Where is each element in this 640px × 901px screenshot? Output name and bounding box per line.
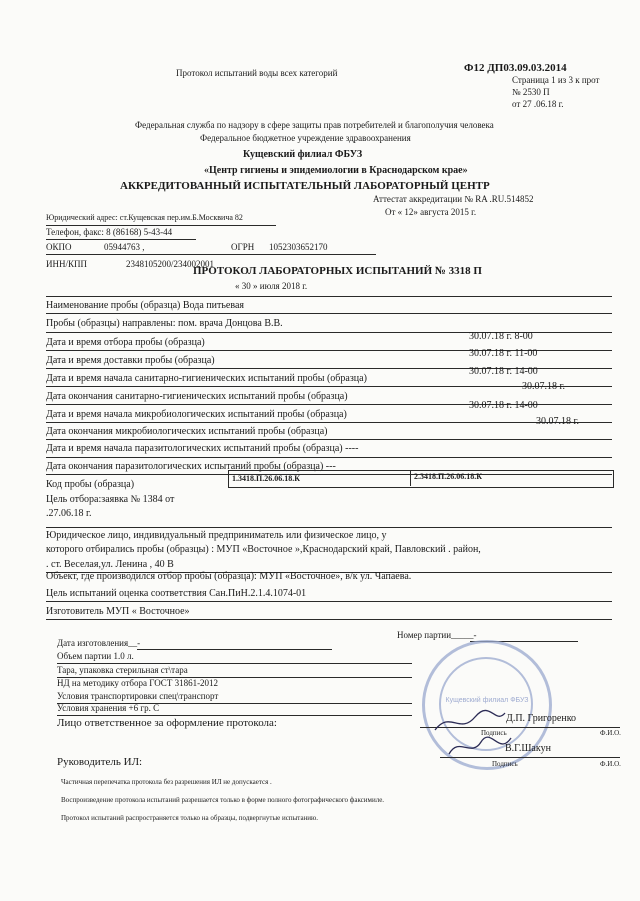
fio-label: Ф.И.О. (600, 760, 621, 768)
note-1: Частичная перепечатка протокола без разрешения ИЛ не допускается . (61, 778, 272, 786)
legal-address: Юридический адрес: ст.Кущевская пер.им.Б.Москвича 82 (46, 213, 243, 222)
form-code: Ф12 ДП03.09.03.2014 (464, 62, 567, 74)
org-branch: Кущевский филиал ФБУЗ (243, 149, 363, 160)
inn-label: ИНН/КПП (46, 259, 88, 269)
org-center: «Центр гигиены и эпидемиологии в Краснодарском крае» (204, 165, 468, 176)
responsible-label: Лицо ответственное за оформление протокола: (57, 717, 277, 729)
head-name: В.Г.Шакун (505, 743, 551, 754)
note-2: Воспроизведение протокола испытаний разрешается только в форме полного фотографического факсимиле. (61, 796, 385, 804)
field-value: 30.07.18 г. (536, 416, 579, 427)
legal-line-2: которого отбирались пробы (образцы) : МУП «Восточное »,Краснодарский край, Павловский . район, (46, 544, 481, 555)
protocol-number: № 2530 П (512, 87, 550, 97)
field-value: 30.07.18 г. 8-00 (469, 331, 533, 342)
field-label: Дата и время начала санитарно-гигиенических испытаний пробы (образца) (46, 373, 367, 384)
sample-purpose-date: .27.06.18 г. (46, 508, 92, 519)
head-label: Руководитель ИЛ: (57, 756, 143, 768)
note-3: Протокол испытаний распространяется только на образцы, подвергнутые испытанию. (61, 814, 319, 822)
transport-conditions: Условия транспортировки спец\транспорт (57, 691, 219, 701)
inn-value: 2348105200/234002001 (126, 259, 215, 269)
org-institution: Федеральное бюджетное учреждение здравоохранения (200, 133, 411, 143)
field-label: Дата и время начала микробиологических испытаний пробы (образца) (46, 409, 347, 420)
field-label: Дата и время доставки пробы (образца) (46, 355, 215, 366)
package: Тара, упаковка стерильная ст\тара (57, 665, 188, 675)
field-value: 30.07.18 г. 11-00 (469, 348, 538, 359)
field-label: Дата и время начала паразитологических испытаний пробы (образца) ---- (46, 443, 359, 454)
field-label: Пробы (образцы) направлены: пом. врача Донцова В.В. (46, 318, 283, 329)
sample-code-label: Код пробы (образца) (46, 479, 135, 490)
protocol-date: от 27 .06.18 г. (512, 99, 564, 109)
accreditation: Аттестат аккредитации № RA .RU.514852 (373, 194, 534, 204)
ogrn-label: ОГРН (231, 242, 255, 252)
sampling-method: НД на методику отбора ГОСТ 31861-2012 (57, 678, 219, 688)
protocol-type: Протокол испытаний воды всех категорий (176, 68, 338, 78)
test-purpose: Цель испытаний оценка соответствия Сан.ПиН.2.1.4.1074-01 (46, 588, 307, 599)
storage-conditions: Условия хранения +6 гр. С (57, 703, 160, 713)
manufacturer: Изготовитель МУП « Восточное» (46, 606, 190, 617)
field-value: 30.07.18 г. 14-00 (469, 366, 538, 377)
report-title: ПРОТОКОЛ ЛАБОРАТОРНЫХ ИСПЫТАНИЙ № 3318 П (193, 265, 482, 277)
signature-label: Подпись (492, 760, 518, 768)
batch-number: Номер партии_____- (397, 630, 477, 640)
batch-volume: Объем партии 1.0 л. (57, 651, 134, 661)
field-value: 30.07.18 г. (522, 381, 565, 392)
signature-label: Подпись (481, 729, 507, 737)
okpo-value: 05944763 , (104, 242, 145, 252)
field-label: Дата окончания паразитологических испытаний пробы (образца) --- (46, 461, 336, 472)
field-label: Наименование пробы (образца) Вода питьевая (46, 300, 244, 311)
org-lab: АККРЕДИТОВАННЫЙ ИСПЫТАТЕЛЬНЫЙ ЛАБОРАТОРНЫЙ ЦЕНТР (120, 180, 490, 192)
signature-scribble (430, 705, 510, 735)
sample-code-1: 1.3418.П.26.06.18.К (232, 474, 301, 483)
official-stamp: Кущевский филиал ФБУЗ (422, 640, 552, 770)
sample-purpose: Цель отбора:заявка № 1384 от (46, 494, 175, 505)
page-info: Страница 1 из 3 к прот (512, 75, 600, 85)
field-value: 30.07.18 г. 14-00 (469, 400, 538, 411)
accreditation-date: От « 12» августа 2015 г. (385, 207, 477, 217)
object-line: Объект, где производился отбор пробы (образца): МУП «Восточное», в/к ул. Чапаева. (46, 571, 412, 582)
okpo-label: ОКПО (46, 242, 72, 252)
org-service: Федеральная служба по надзору в сфере защиты прав потребителей и благополучия человека (135, 120, 494, 130)
sample-code-2: 2.3418.П.26.06.18.К (414, 472, 483, 481)
field-label: Дата и время отбора пробы (образца) (46, 337, 205, 348)
phone: Телефон, факс: 8 (86168) 5-43-44 (46, 227, 173, 237)
signature-scribble (445, 729, 515, 762)
responsible-name: Д.П. Григоренко (506, 713, 577, 724)
fio-label: Ф.И.О. (600, 729, 621, 737)
legal-line-3: . ст. Веселая,ул. Ленина , 40 В (46, 559, 174, 570)
field-label: Дата окончания санитарно-гигиенических испытаний пробы (образца) (46, 391, 348, 402)
report-date: « 30 » июля 2018 г. (235, 281, 308, 291)
legal-line-1: Юридическое лицо, индивидуальный предприниматель или физическое лицо, у (46, 530, 387, 541)
ogrn-value: 1052303652170 (269, 242, 328, 252)
field-label: Дата окончания микробиологических испытаний пробы (образца) (46, 426, 328, 437)
production-date: Дата изготовления__- (57, 638, 141, 648)
